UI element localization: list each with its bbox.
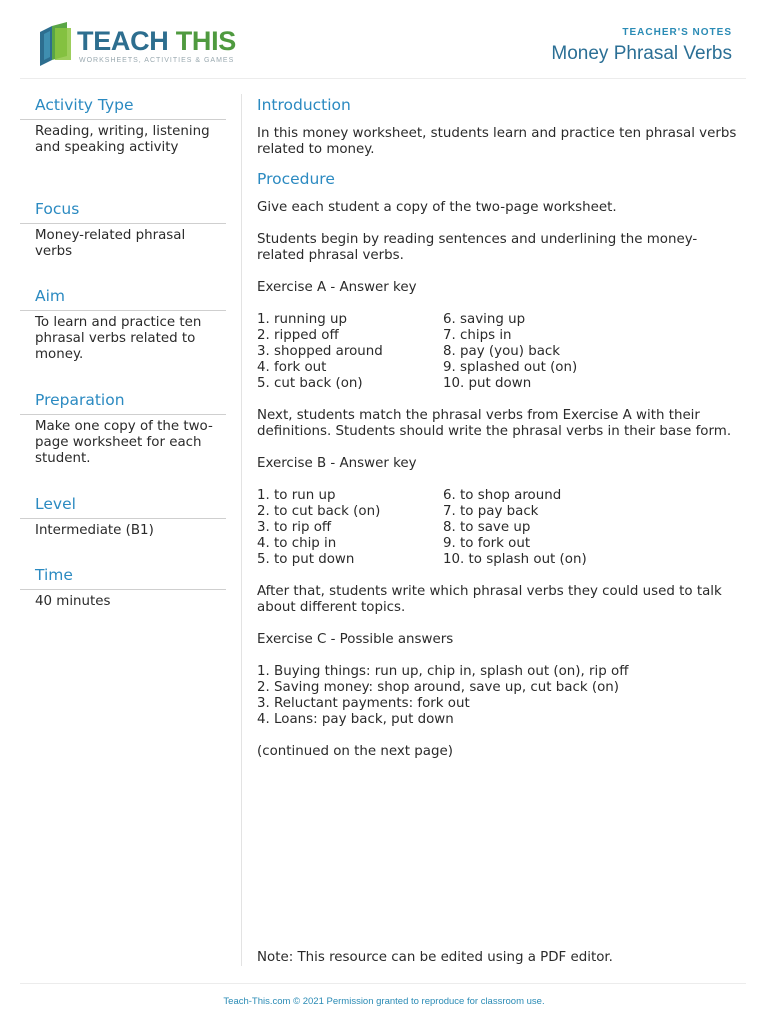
answer-item: 5. to put down [257, 552, 355, 567]
sidebar-section-preparation [20, 389, 226, 493]
answer-item: 6. to shop around [443, 488, 562, 503]
column-divider [241, 94, 242, 966]
logo-tagline: WORKSHEETS, ACTIVITIES & GAMES [79, 57, 235, 64]
sidebar-heading: Aim [20, 285, 226, 311]
procedure-step-3: Next, students match the phrasal verbs from Exercise A with their definitions. Students should write the phrasal verbs in their base form. [257, 408, 732, 439]
answer-key-column-left [257, 312, 443, 392]
answer-item: 4. fork out [257, 360, 327, 375]
answer-key-column-right [443, 488, 737, 568]
footer-copyright: Teach-This.com © 2021 Permission granted to reproduce for classroom use. [223, 996, 545, 1007]
answer-item: 3. shopped around [257, 344, 383, 359]
exercise-a-label: Exercise A - Answer key [257, 280, 417, 295]
answer-item: 3. Reluctant payments: fork out [257, 696, 470, 711]
sidebar-heading: Time [20, 564, 226, 590]
answer-item: 2. to cut back (on) [257, 504, 381, 519]
answer-item: 5. cut back (on) [257, 376, 363, 391]
procedure-step-4: After that, students write which phrasal verbs they could used to talk about different topics. [257, 584, 722, 615]
page-header [20, 0, 746, 79]
answer-item: 8. to save up [443, 520, 531, 535]
answer-item: 3. to rip off [257, 520, 332, 535]
sidebar-text: Reading, writing, listening and speaking activity [35, 124, 210, 155]
logo-word-teach: TEACH [77, 26, 169, 56]
exercise-c-answers [257, 664, 737, 728]
exercise-b-label: Exercise B - Answer key [257, 456, 417, 471]
exercise-c-label: Exercise C - Possible answers [257, 632, 454, 647]
answer-key-column-right [443, 312, 737, 392]
sidebar-section-aim [20, 285, 226, 389]
exercise-a-answer-key [257, 312, 737, 392]
answer-item: 1. Buying things: run up, chip in, splash out (on), rip off [257, 664, 629, 679]
editing-note: Note: This resource can be edited using a PDF editor. [257, 950, 613, 965]
logo-word-this: THIS [175, 26, 237, 56]
answer-item: 9. to fork out [443, 536, 531, 551]
sidebar-heading: Level [20, 493, 226, 519]
sidebar-text: To learn and practice ten phrasal verbs related to money. [35, 315, 202, 362]
answer-item: 2. ripped off [257, 328, 339, 343]
answer-item: 4. Loans: pay back, put down [257, 712, 454, 727]
procedure-heading: Procedure [257, 170, 335, 188]
book-icon [37, 22, 73, 66]
procedure-step-2: Students begin by reading sentences and underlining the money-related phrasal verbs. [257, 232, 698, 263]
sidebar-heading: Activity Type [20, 94, 226, 120]
introduction-text: In this money worksheet, students learn and practice ten phrasal verbs related to money. [257, 126, 737, 157]
main-content [257, 94, 737, 760]
document-title: Money Phrasal Verbs [551, 43, 732, 64]
sidebar-section-level [20, 493, 226, 564]
sidebar-section-time [20, 564, 226, 624]
answer-item: 1. running up [257, 312, 347, 327]
answer-item: 1. to run up [257, 488, 336, 503]
sidebar-text: Make one copy of the two-page worksheet for each student. [35, 419, 213, 466]
answer-key-column-left [257, 488, 443, 568]
sidebar [20, 94, 226, 624]
sidebar-text: Intermediate (B1) [35, 523, 154, 538]
teach-this-logo [37, 22, 237, 70]
footer-divider [20, 983, 746, 984]
answer-item: 7. chips in [443, 328, 512, 343]
procedure-step-1: Give each student a copy of the two-page worksheet. [257, 200, 617, 215]
logo-wordmark [77, 26, 236, 56]
answer-item: 10. put down [443, 376, 532, 391]
notes-label: TEACHER'S NOTES [622, 27, 732, 38]
sidebar-heading: Preparation [20, 389, 226, 415]
answer-item: 6. saving up [443, 312, 526, 327]
answer-item: 4. to chip in [257, 536, 337, 551]
answer-item: 9. splashed out (on) [443, 360, 578, 375]
exercise-b-answer-key [257, 488, 737, 568]
answer-item: 7. to pay back [443, 504, 539, 519]
answer-item: 8. pay (you) back [443, 344, 561, 359]
continued-note: (continued on the next page) [257, 744, 453, 759]
introduction-heading: Introduction [257, 96, 351, 114]
sidebar-text: 40 minutes [35, 594, 111, 609]
answer-item: 10. to splash out (on) [443, 552, 587, 567]
sidebar-heading: Focus [20, 198, 226, 224]
sidebar-section-focus [20, 198, 226, 285]
answer-item: 2. Saving money: shop around, save up, cut back (on) [257, 680, 619, 695]
sidebar-text: Money-related phrasal verbs [35, 228, 186, 259]
sidebar-section-activity-type [20, 94, 226, 198]
